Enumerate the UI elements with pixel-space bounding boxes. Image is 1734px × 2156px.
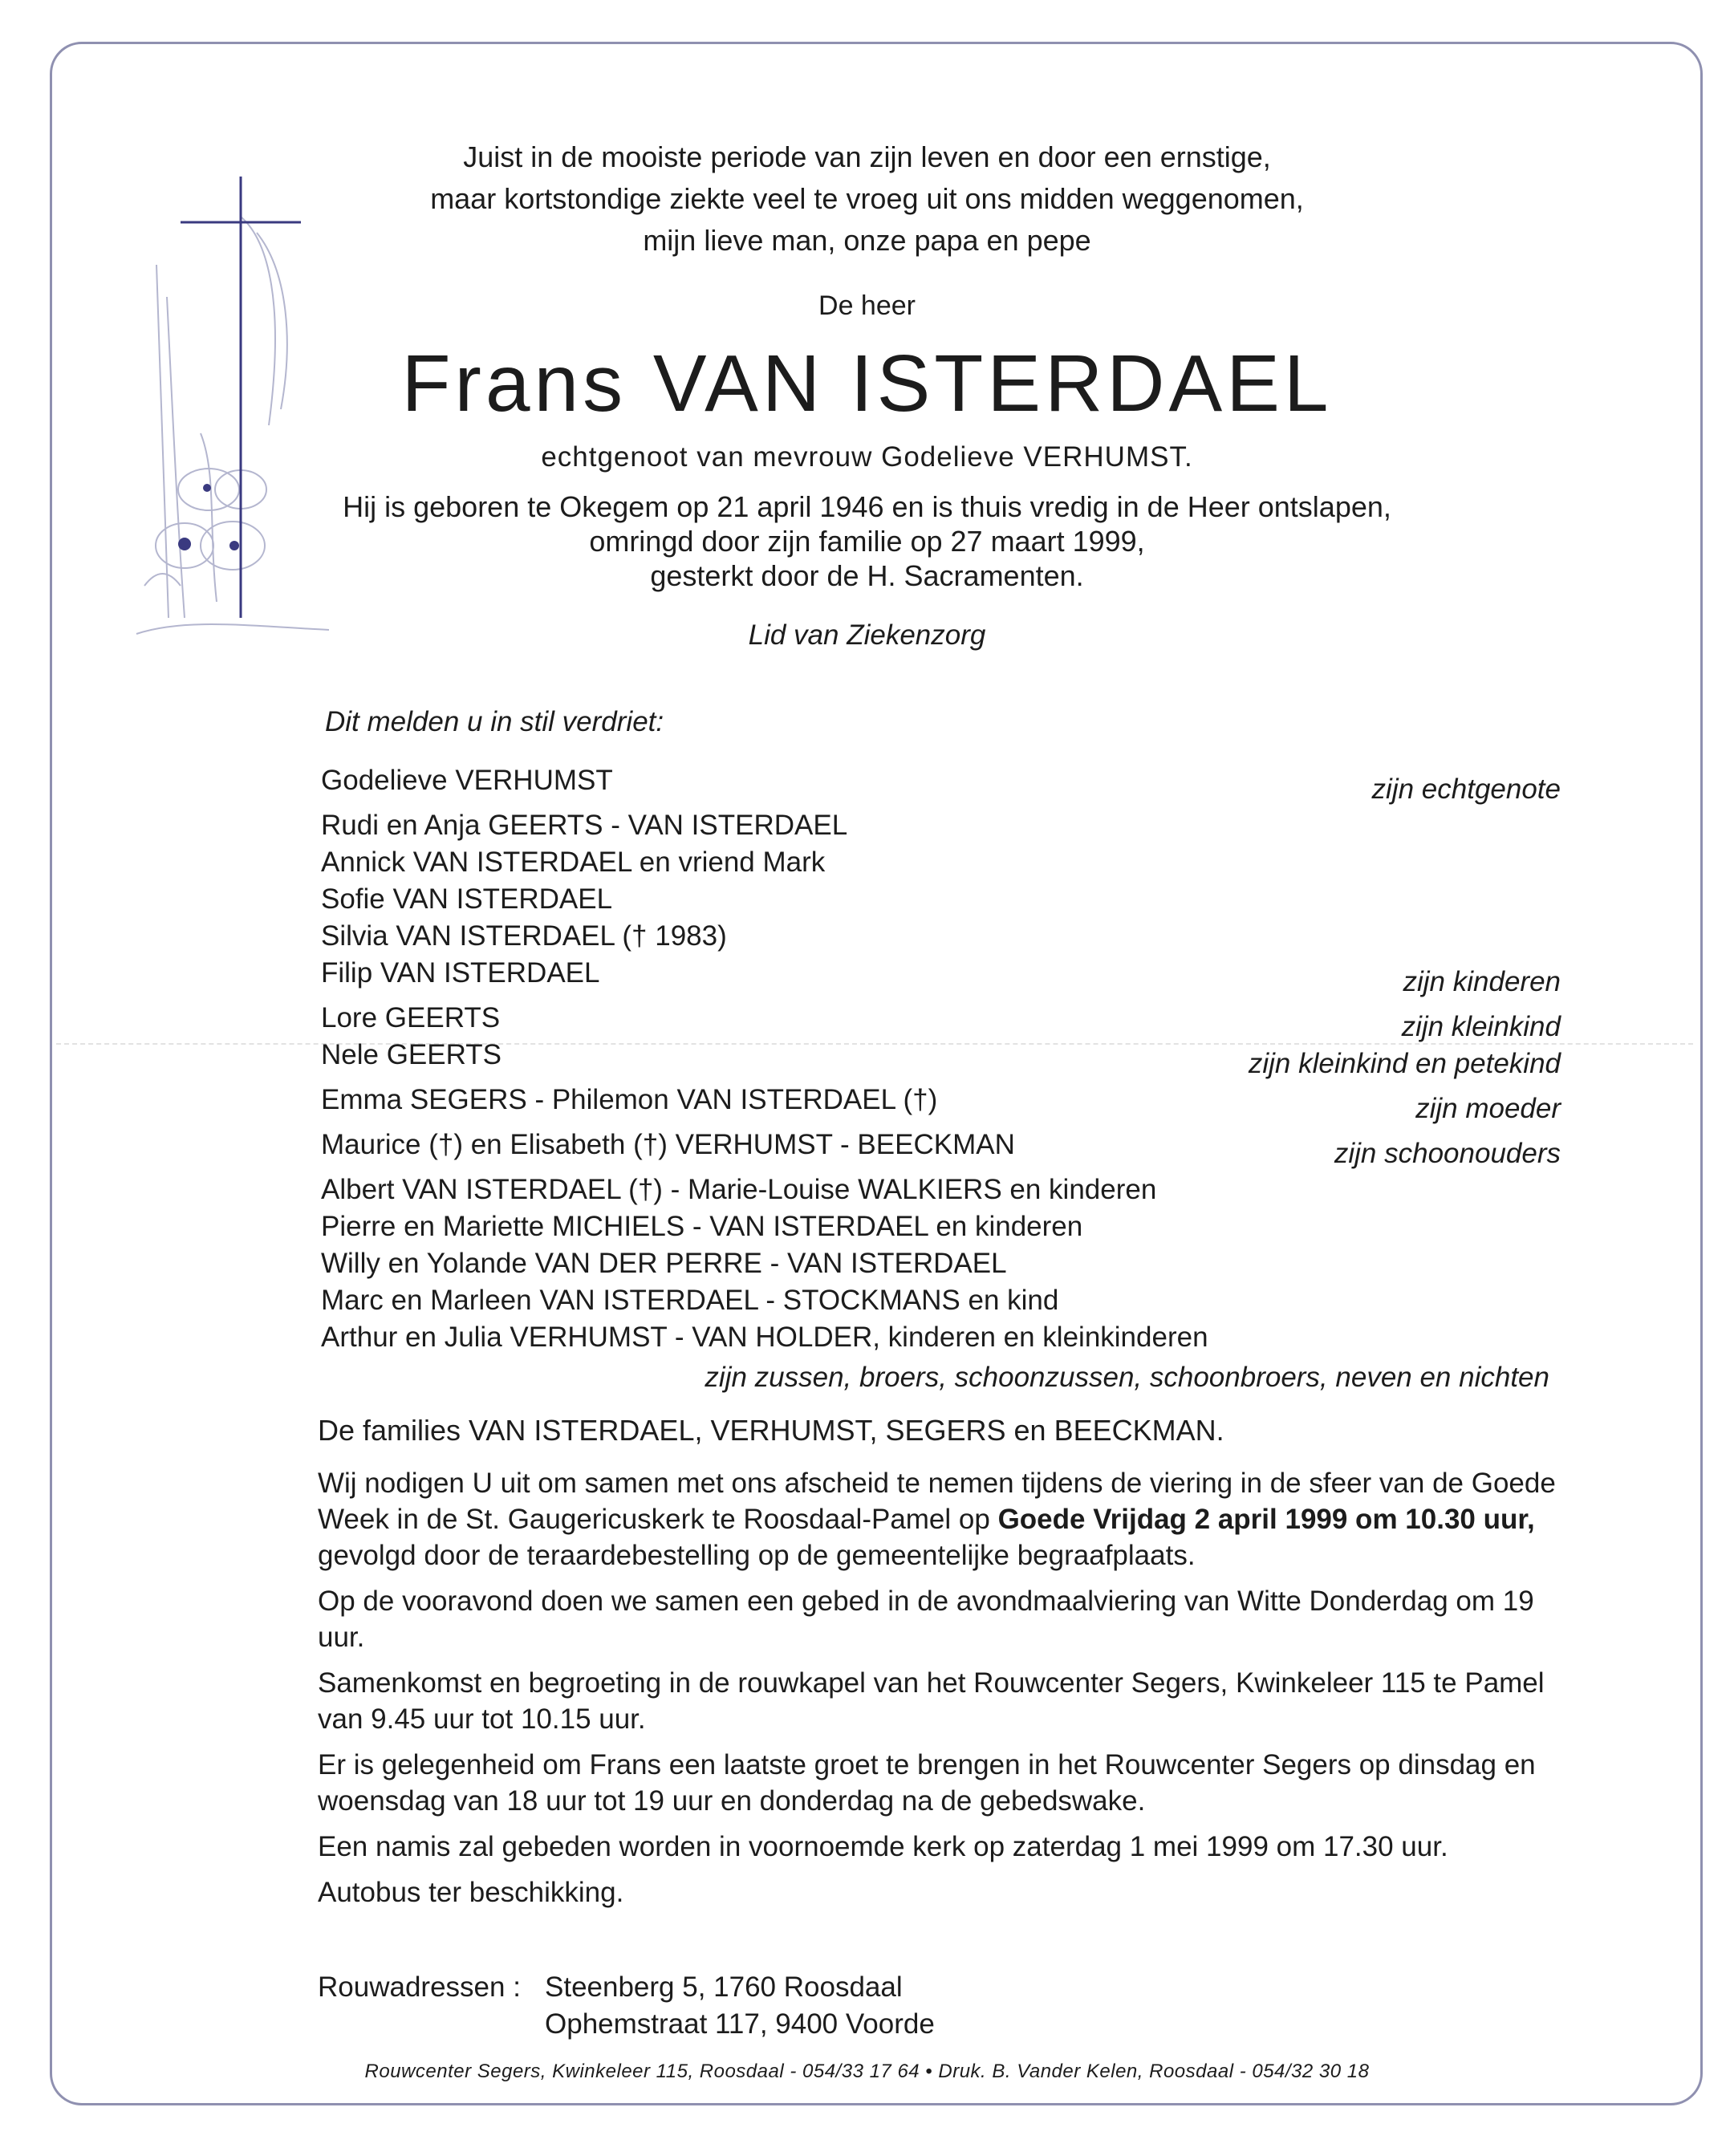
bus-info: Autobus ter beschikking. — [318, 1877, 624, 1908]
birth-line: gesterkt door de H. Sacramenten. — [650, 559, 1084, 592]
funeral-date: Goede Vrijdag 2 april 1999 om 10.30 uur, — [997, 1504, 1535, 1535]
address-line: Steenberg 5, 1760 Roosdaal — [545, 1971, 903, 2003]
families-line: De families VAN ISTERDAEL, VERHUMST, SEGERS en BEECKMAN. — [318, 1414, 1224, 1447]
family-group-grandchild — [321, 1000, 1561, 1042]
intro-line: mijn lieve man, onze papa en pepe — [643, 224, 1091, 257]
sibling-name: Albert VAN ISTERDAEL (†) - Marie-Louise WALKIERS en kinderen — [321, 1174, 1157, 1205]
siblings-relation: zijn zussen, broers, schoonzussen, schoonbroers, neven en nichten — [705, 1362, 1549, 1393]
sibling-name: Marc en Marleen VAN ISTERDAEL - STOCKMANS en kind — [321, 1285, 1059, 1316]
family-relation: zijn kinderen — [1403, 966, 1561, 997]
family-group-mother — [321, 1082, 1561, 1124]
family-list — [321, 762, 1561, 1396]
family-name: Annick VAN ISTERDAEL en vriend Mark — [321, 847, 826, 878]
family-name: Nele GEERTS — [321, 1039, 502, 1070]
birth-line: omringd door zijn familie op 27 maart 1999, — [589, 525, 1145, 558]
service-info — [318, 1465, 1570, 1920]
family-relation: zijn schoonouders — [1334, 1138, 1561, 1169]
invitation-text-end: gevolgd door de teraardebestelling op de gemeentelijke begraafplaats. — [318, 1540, 1196, 1571]
sibling-name: Willy en Yolande VAN DER PERRE - VAN ISTERDAEL — [321, 1248, 1007, 1279]
family-name: Lore GEERTS — [321, 1002, 501, 1033]
family-name: Filip VAN ISTERDAEL — [321, 957, 600, 989]
sibling-name: Arthur en Julia VERHUMST - VAN HOLDER, kinderen en kleinkinderen — [321, 1322, 1208, 1353]
visitation-info: Er is gelegenheid om Frans een laatste groet te brengen in het Rouwcenter Segers op dinsdag en woensdag van 18 uur tot 19 uur en donderdag na de gebedswake. — [318, 1749, 1536, 1817]
title-prefix: De heer — [818, 290, 916, 321]
intro-line: maar kortstondige ziekte veel te vroeg uit ons midden weggenomen, — [430, 182, 1304, 215]
invitation-text: Wij nodigen U uit om samen met ons afscheid te nemen tijdens de viering in de sfeer van de Goede Week in de St. Gaugericuskerk te Roosdaal-Pamel op — [318, 1468, 1556, 1535]
spouse-line: echtgenoot van mevrouw Godelieve VERHUMST. — [541, 441, 1193, 473]
membership: Lid van Ziekenzorg — [748, 619, 986, 651]
sibling-name: Pierre en Mariette MICHIELS - VAN ISTERDAEL en kinderen — [321, 1211, 1083, 1242]
invitation-paragraph — [318, 1465, 1570, 1573]
family-relation: zijn moeder — [1415, 1093, 1561, 1124]
birth-info — [0, 489, 1734, 593]
family-name: Silvia VAN ISTERDAEL († 1983) — [321, 920, 727, 952]
family-group-spouse — [321, 762, 1561, 805]
deceased-name: Frans VAN ISTERDAEL — [401, 339, 1333, 428]
address-label: Rouwadressen : — [318, 1971, 521, 2003]
family-group-children — [321, 807, 1561, 997]
intro-text — [0, 136, 1734, 262]
family-group-godchild — [321, 1037, 1561, 1079]
gathering-info: Samenkomst en begroeting in de rouwkapel van het Rouwcenter Segers, Kwinkeleer 115 te Pamel van 9.45 uur tot 10.15 uur. — [318, 1667, 1545, 1735]
printer-footer: Rouwcenter Segers, Kwinkeleer 115, Roosdaal - 054/33 17 64 • Druk. B. Vander Kelen, Roosdaal - 054/32 30 18 — [364, 2061, 1370, 2082]
family-group-siblings — [321, 1171, 1561, 1356]
mourning-addresses — [318, 1969, 935, 2043]
family-name: Maurice (†) en Elisabeth (†) VERHUMST - BEECKMAN — [321, 1129, 1015, 1160]
family-name: Emma SEGERS - Philemon VAN ISTERDAEL (†) — [321, 1084, 938, 1115]
address-line: Ophemstraat 117, 9400 Voorde — [545, 2008, 935, 2040]
announcement: Dit melden u in stil verdriet: — [325, 706, 664, 737]
family-relation: zijn kleinkind — [1401, 1011, 1561, 1042]
family-name: Sofie VAN ISTERDAEL — [321, 883, 613, 915]
family-name: Rudi en Anja GEERTS - VAN ISTERDAEL — [321, 810, 848, 841]
intro-line: Juist in de mooiste periode van zijn leven en door een ernstige, — [463, 140, 1271, 173]
eve-service: Op de vooravond doen we samen een gebed in de avondmaalviering van Witte Donderdag om 19 uur. — [318, 1586, 1534, 1653]
family-name: Godelieve VERHUMST — [321, 765, 613, 796]
mass-info: Een namis zal gebeden worden in voornoemde kerk op zaterdag 1 mei 1999 om 17.30 uur. — [318, 1831, 1448, 1862]
family-relation: zijn echtgenote — [1371, 773, 1561, 805]
family-group-parents-in-law — [321, 1127, 1561, 1169]
birth-line: Hij is geboren te Okegem op 21 april 1946 en is thuis vredig in de Heer ontslapen, — [343, 490, 1391, 523]
family-relation: zijn kleinkind en petekind — [1248, 1048, 1561, 1079]
